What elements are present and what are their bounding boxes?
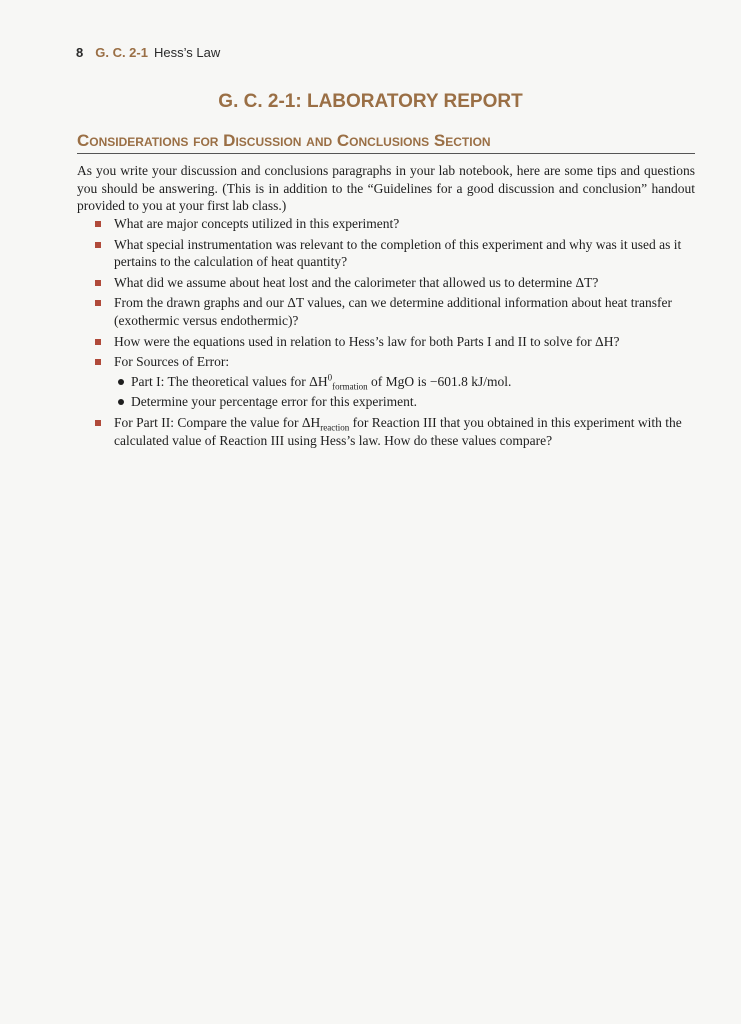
square-bullet-icon (95, 420, 101, 426)
reaction-subscript: reaction (320, 422, 350, 433)
intro-paragraph: As you write your discussion and conclusions paragraphs in your lab notebook, here are some tips and questions you should be answering. (This is in addition to the “Guidelines for a good discussion and conclusion” handout provided to you at your first lab class.) (77, 163, 695, 214)
square-bullet-icon (95, 242, 101, 248)
part2-suffix: for Reaction III that you obtained in this experiment with the calculated value of Reaction III using Hess’s law. How do these values compare? (114, 414, 682, 448)
report-title: G. C. 2-1: LABORATORY REPORT (218, 91, 523, 112)
list-item (95, 274, 695, 292)
list-item (114, 373, 695, 391)
running-header (76, 45, 220, 60)
error-sources-list (114, 373, 695, 411)
list-item (95, 236, 695, 271)
part2-prefix: For Part II: Compare the value for ΔH (114, 414, 321, 430)
question-text: What did we assume about heat lost and the calorimeter that allowed us to determine ΔT? (114, 274, 599, 290)
round-bullet-icon (118, 379, 124, 385)
list-item (95, 353, 695, 411)
question-text: How were the equations used in relation to Hess’s law for both Parts I and II to solve for ΔH? (114, 333, 620, 349)
error-part1-suffix: of MgO is −601.8 kJ/mol. (367, 373, 512, 389)
list-item (95, 333, 695, 351)
header-section-code: G. C. 2-1 (95, 45, 148, 60)
list-item (95, 414, 695, 449)
square-bullet-icon (95, 221, 101, 227)
square-bullet-icon (95, 339, 101, 345)
square-bullet-icon (95, 280, 101, 286)
standard-state-superscript: 0 (327, 372, 333, 383)
formation-subscript: formation (332, 381, 368, 392)
question-text: From the drawn graphs and our ΔT values, can we determine additional information about heat transfer (exothermic versus endothermic)? (114, 295, 673, 328)
section-heading: Considerations for Discussion and Conclusions Section (77, 131, 695, 154)
question-list (95, 215, 695, 452)
round-bullet-icon (118, 399, 124, 405)
square-bullet-icon (95, 300, 101, 306)
question-text: What special instrumentation was relevant to the completion of this experiment and why was it used as it pertains to the calculation of heat quantity? (114, 236, 682, 270)
page-number: 8 (76, 45, 84, 60)
question-text: What are major concepts utilized in this experiment? (114, 216, 400, 231)
list-item (114, 393, 695, 411)
list-item (95, 294, 695, 329)
error-part1-prefix: Part I: The theoretical values for ΔH (131, 373, 328, 389)
question-text: For Sources of Error: (114, 354, 230, 370)
error-percentage-text: Determine your percentage error for this experiment. (131, 394, 417, 410)
square-bullet-icon (95, 359, 101, 365)
list-item (95, 215, 695, 233)
header-topic: Hess’s Law (153, 45, 221, 60)
